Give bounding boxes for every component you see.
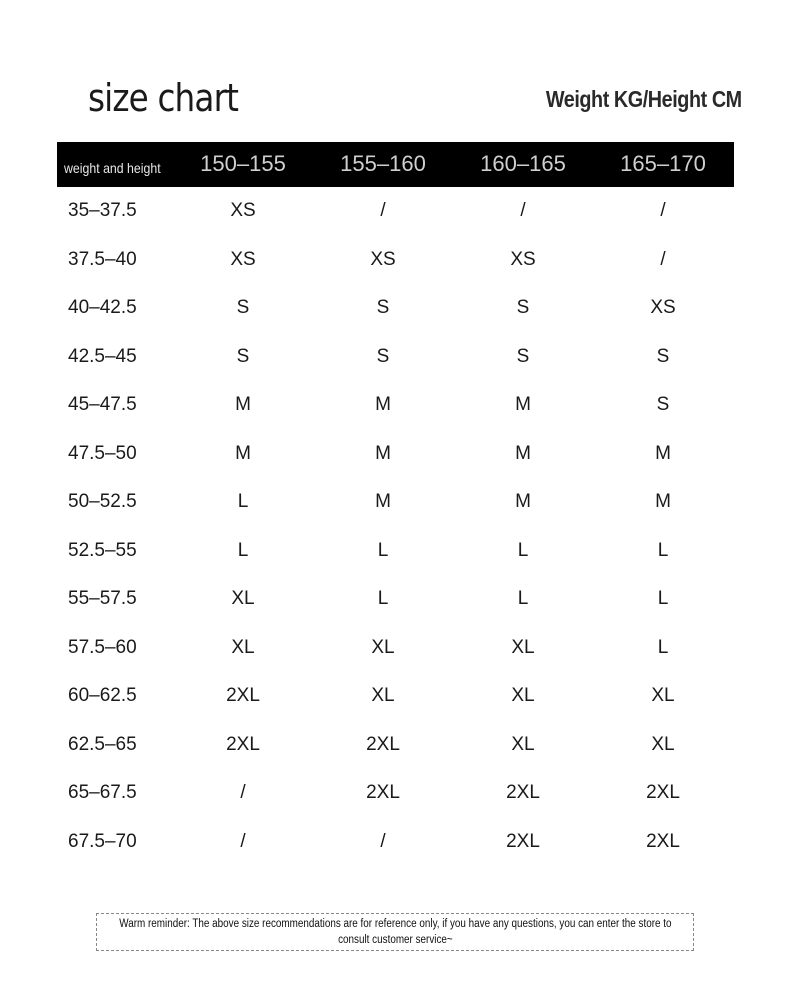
table-row [57, 527, 734, 576]
table-row [57, 430, 734, 479]
row-label: 40–42.5 [68, 297, 137, 319]
size-cell: L [377, 588, 389, 610]
size-cell: 2XL [646, 782, 680, 804]
page-title: size chart [88, 76, 239, 120]
size-cell: L [657, 539, 669, 561]
row-label: 35–37.5 [68, 200, 137, 222]
size-cell: / [240, 782, 246, 804]
table-row [57, 818, 734, 867]
column-header: 160–165 [480, 150, 566, 176]
size-cell: XL [511, 733, 535, 755]
size-cell: XL [371, 636, 395, 658]
size-cell: XL [651, 733, 675, 755]
row-label: 52.5–55 [68, 539, 137, 561]
row-label: 55–57.5 [68, 588, 137, 610]
size-cell: XL [511, 685, 535, 707]
row-label: 67.5–70 [68, 830, 137, 852]
size-chart-table [57, 142, 734, 866]
size-cell: M [375, 491, 391, 513]
row-label: 47.5–50 [68, 442, 137, 464]
size-cell: XS [510, 248, 536, 270]
size-cell: XS [650, 297, 676, 319]
size-cell: S [516, 345, 530, 367]
row-label: 42.5–45 [68, 345, 137, 367]
size-cell: M [515, 491, 531, 513]
size-cell: L [517, 588, 529, 610]
row-label: 57.5–60 [68, 636, 137, 658]
size-cell: L [237, 539, 249, 561]
table-row [57, 575, 734, 624]
table-row [57, 284, 734, 333]
table-row [57, 624, 734, 673]
size-cell: S [656, 345, 670, 367]
table-body [57, 187, 734, 866]
table-row [57, 333, 734, 382]
size-cell: / [380, 830, 386, 852]
size-cell: M [235, 394, 251, 416]
size-cell: 2XL [366, 733, 400, 755]
table-row [57, 381, 734, 430]
size-cell: M [655, 491, 671, 513]
size-cell: M [375, 394, 391, 416]
table-row [57, 236, 734, 285]
table-row [57, 672, 734, 721]
size-cell: / [660, 200, 666, 222]
column-header: 150–155 [200, 150, 286, 176]
size-cell: M [515, 442, 531, 464]
table-row [57, 187, 734, 236]
size-cell: 2XL [646, 830, 680, 852]
size-cell: XL [231, 588, 255, 610]
size-cell: XS [370, 248, 396, 270]
size-cell: M [515, 394, 531, 416]
size-cell: M [375, 442, 391, 464]
size-cell: 2XL [506, 782, 540, 804]
size-cell: S [376, 297, 390, 319]
size-cell: M [235, 442, 251, 464]
size-cell: S [376, 345, 390, 367]
size-cell: S [656, 394, 670, 416]
size-cell: M [655, 442, 671, 464]
size-cell: / [380, 200, 386, 222]
row-label: 45–47.5 [68, 394, 137, 416]
size-cell: 2XL [226, 685, 260, 707]
warm-reminder-box [96, 913, 694, 951]
corner-header-label: weight and height [64, 159, 161, 176]
size-cell: / [660, 248, 666, 270]
size-cell: S [516, 297, 530, 319]
table-row [57, 721, 734, 770]
size-cell: 2XL [366, 782, 400, 804]
size-cell: XL [511, 636, 535, 658]
size-cell: / [520, 200, 526, 222]
row-label: 60–62.5 [68, 685, 137, 707]
size-cell: / [240, 830, 246, 852]
size-cell: L [517, 539, 529, 561]
size-cell: 2XL [226, 733, 260, 755]
table-header-row [57, 142, 734, 187]
size-cell: XS [230, 248, 256, 270]
row-label: 37.5–40 [68, 248, 137, 270]
column-header: 155–160 [340, 150, 426, 176]
size-cell: S [236, 297, 250, 319]
column-header: 165–170 [620, 150, 706, 176]
size-cell: XL [371, 685, 395, 707]
row-label: 62.5–65 [68, 733, 137, 755]
row-label: 65–67.5 [68, 782, 137, 804]
size-cell: XL [651, 685, 675, 707]
row-label: 50–52.5 [68, 491, 137, 513]
size-cell: L [657, 636, 669, 658]
page-subtitle: Weight KG/Height CM [546, 86, 742, 112]
size-cell: XS [230, 200, 256, 222]
size-cell: L [377, 539, 389, 561]
warm-reminder-text: Warm reminder: The above size recommendations are for reference only, if you have any questions, you can enter the store to consult customer service~ [118, 918, 672, 946]
size-cell: XL [231, 636, 255, 658]
table-row [57, 478, 734, 527]
size-cell: L [657, 588, 669, 610]
size-cell: 2XL [506, 830, 540, 852]
table-row [57, 769, 734, 818]
size-cell: L [237, 491, 249, 513]
size-cell: S [236, 345, 250, 367]
